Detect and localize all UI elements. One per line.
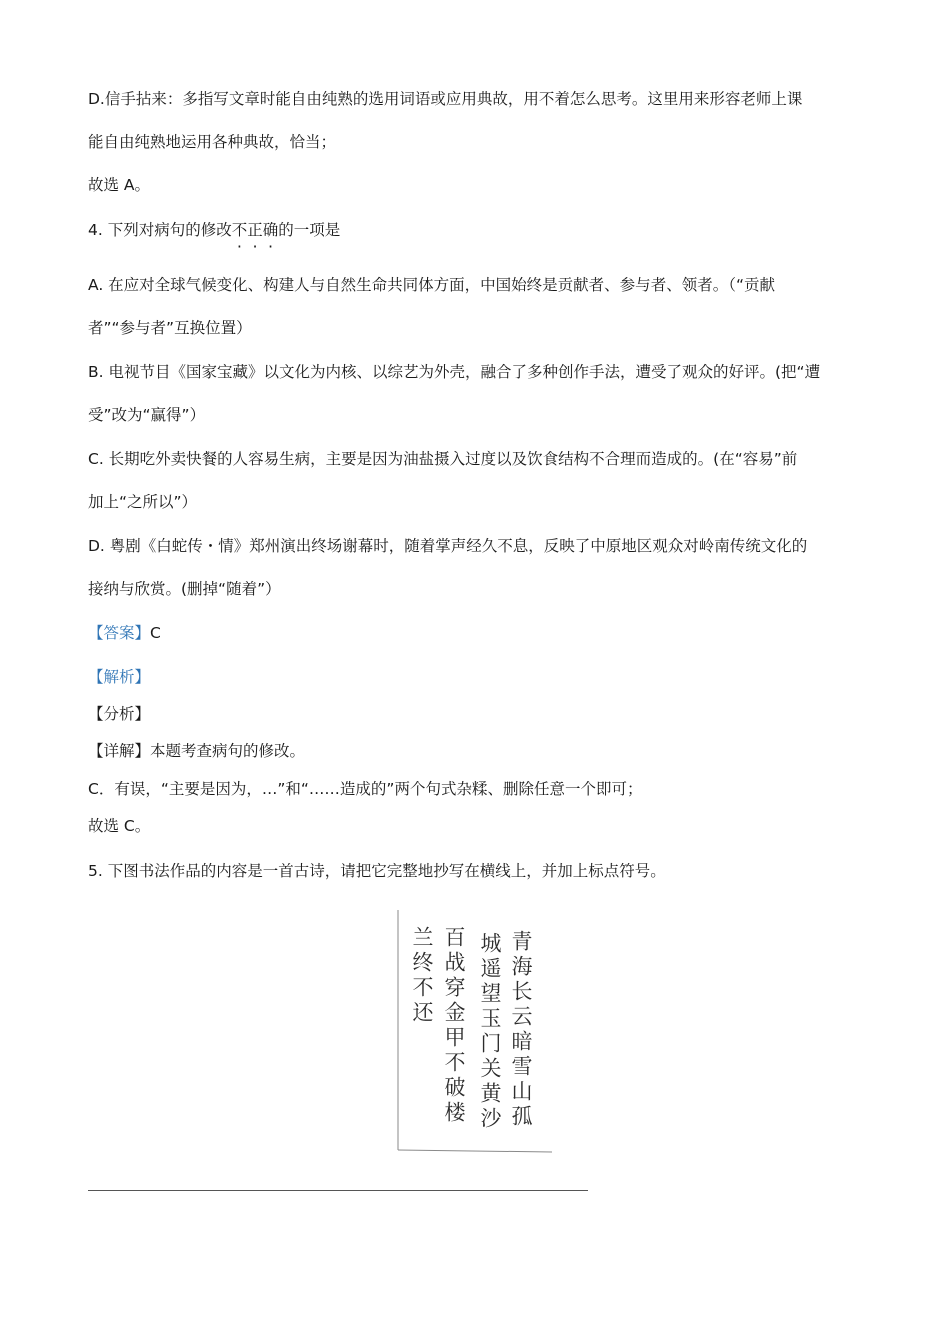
question-4-prefix: 4. 下列对病句的修改 <box>88 221 232 239</box>
option-a-cont: 者”“参与者”互换位置） <box>88 319 252 337</box>
question-4-stem <box>88 219 868 241</box>
calligraphy-column-2: 城遥望玉门关黄沙 <box>478 932 502 1132</box>
calligraphy-column-3: 百战穿金甲不破楼 <box>442 926 466 1126</box>
choose-c-line: 故选 C。 <box>88 817 151 835</box>
answer-tag: 【答案】 <box>88 624 151 642</box>
emphasis-char: 正 <box>247 221 263 239</box>
calligraphy-column-1: 青海长云暗雪山孤 <box>509 930 533 1130</box>
option-b-cont: 受”改为“赢得”） <box>88 406 206 424</box>
option-b: B. 电视节目《国家宝藏》以文化为内核、以综艺为外壳，融合了多种创作手法，遭受了观众的好评。(把“遭 <box>88 363 821 381</box>
answer-blank-line[interactable] <box>88 1190 588 1191</box>
detail-line: 【详解】本题考查病句的修改。 <box>88 742 306 760</box>
question-4-suffix: 的一项是 <box>278 221 341 239</box>
analysis-tag: 【解析】 <box>88 668 151 686</box>
answer-value: C <box>150 624 161 642</box>
option-c-cont: 加上“之所以”） <box>88 493 198 511</box>
calligraphy-column-4: 兰终不还 <box>410 926 434 1026</box>
option-d-cont: 接纳与欣赏。(删掉“随着”） <box>88 580 281 598</box>
d-option-explanation-cont: 能自由纯熟地运用各种典故，恰当； <box>88 133 337 151</box>
d-option-explanation: D.信手拈来：多指写文章时能自由纯熟的选用词语或应用典故，用不着怎么思考。这里用来形容老师上课 <box>88 90 803 108</box>
answer-line <box>88 622 868 644</box>
option-d: D. 粤剧《白蛇传・情》郑州演出终场谢幕时，随着掌声经久不息，反映了中原地区观众对岭南传统文化的 <box>88 537 808 555</box>
choose-a-line: 故选 A。 <box>88 176 151 194</box>
fenxi-tag: 【分析】 <box>88 705 151 723</box>
emphasis-char: 不 <box>231 221 248 239</box>
c-explanation: C．有误，“主要是因为，…”和“……造成的”两个句式杂糅、删除任意一个即可； <box>88 780 643 798</box>
option-c: C. 长期吃外卖快餐的人容易生病，主要是因为油盐摄入过度以及饮食结构不合理而造成的。(在“容易”前 <box>88 450 798 468</box>
emphasis-char: 确 <box>262 221 279 239</box>
option-a: A. 在应对全球气候变化、构建人与自然生命共同体方面，中国始终是贡献者、参与者、领者。（“贡献 <box>88 276 775 294</box>
question-5-stem: 5. 下图书法作品的内容是一首古诗，请把它完整地抄写在横线上，并加上标点符号。 <box>88 862 666 880</box>
calligraphy-image <box>396 906 554 1154</box>
